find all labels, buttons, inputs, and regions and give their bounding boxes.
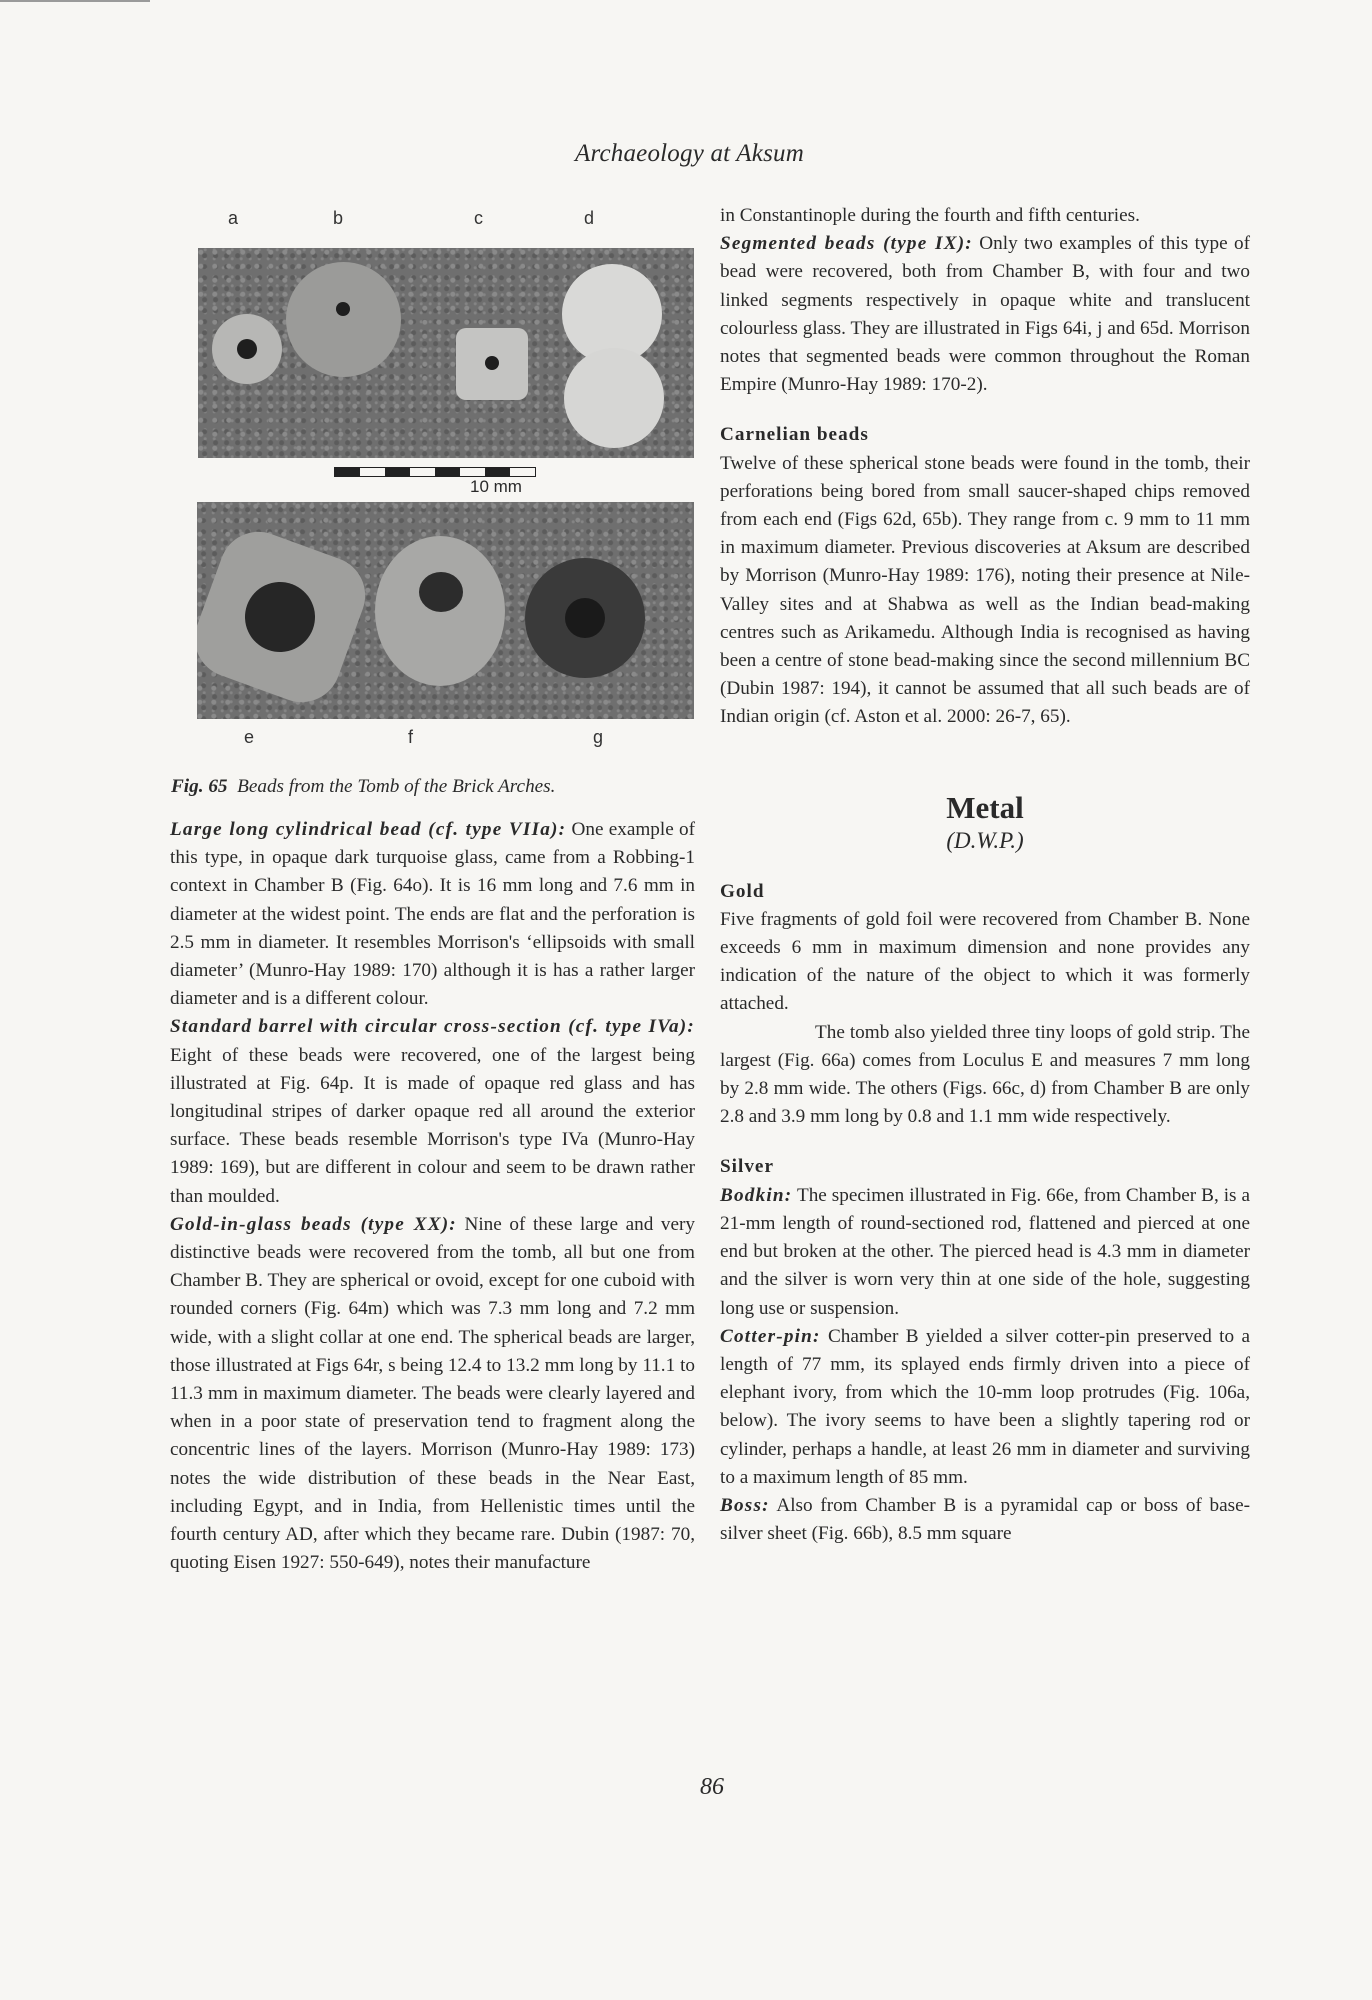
paragraph-label: Segmented beads (type IX): (720, 233, 973, 255)
bead-b (286, 262, 401, 377)
paragraph-gold-foil: Five fragments of gold foil were recovered from Chamber B. None exceeds 6 mm in maximum dimension and none provides any indication of the nature of the object to which it was formerly attached. (720, 908, 1250, 1015)
paragraph-label: Cotter-pin: (720, 1325, 821, 1347)
paragraph-standard-barrel (170, 1013, 695, 1210)
paragraph-gold-in-glass (170, 1211, 695, 1578)
fig-label-e: e (244, 727, 255, 747)
paragraph-segmented-beads (720, 230, 1250, 399)
figure-caption (171, 776, 555, 798)
bead-d-lower (564, 348, 664, 448)
bead-f (375, 536, 505, 686)
scale-label: 10 mm (470, 477, 522, 496)
bead-g (525, 558, 645, 678)
figure-caption-text: Beads from the Tomb of the Brick Arches. (237, 776, 556, 797)
paragraph-text: One example of this type, in opaque dark turquoise glass, came from a Robbing-1 context in Chamber B (Fig. 64o). It is 16 mm long and 7.6 mm in diameter at the widest point. The ends are flat and the perforation is 2.5 mm in diameter. It resembles Morrison's ‘ellipsoids with small diameter’ (Munro-Hay 1989: 170) although it is has a rather larger diameter and is a different colour. (170, 819, 695, 1010)
fig-label-b: b (333, 208, 344, 228)
paragraph-label: Boss: (720, 1494, 770, 1516)
bead-photo-top (198, 248, 694, 458)
figure-number: Fig. 65 (171, 776, 228, 797)
running-head: Archaeology at Aksum (575, 140, 804, 167)
paragraph-carnelian: Twelve of these spherical stone beads were found in the tomb, their perforations being bored from small saucer-shaped chips removed from each end (Figs 62d, 65b). They range from c. 9 mm to 11 mm in maximum diameter. Previous discoveries at Aksum are described by Morrison (Munro-Hay 1989: 176), noting their presence at Nile-Valley sites and at Shabwa as well as the Indian bead-making centres such as Arikamedu. Although India is recognised as having been a centre of stone bead-making since the second millennium BC (Dubin 1987: 194), it cannot be assumed that all such beads are of Indian origin (cf. Aston et al. 2000: 26-7, 65). (720, 452, 1250, 728)
page-number: 86 (700, 1774, 724, 1800)
section-author: (D.W.P.) (946, 827, 1024, 853)
fig-label-a: a (228, 208, 239, 228)
paragraph-text: Only two examples of this type of bead were recovered, both from Chamber B, with four and two linked segments respectively in opaque white and translucent colourless glass. They are illustrated in Figs 64i, j and 65d. Morrison notes that segmented beads were common throughout the Roman Empire (Munro-Hay 1989: 170-2). (720, 233, 1250, 396)
bead-c (456, 328, 528, 400)
paragraph-label: Bodkin: (720, 1184, 793, 1206)
paragraph-text: Eight of these beads were recovered, one of the largest being illustrated at Fig. 64p. It is made of opaque red glass and has longitudinal stripes of darker opaque red all around the exterior surface. These beads resemble Morrison's type IVa (Munro-Hay 1989: 169), but are different in colour and seem to be drawn rather than moulded. (170, 1044, 695, 1207)
paragraph-large-cylindrical-bead (170, 816, 695, 1013)
scale-bar (334, 467, 536, 477)
scan-edge-line (0, 0, 150, 2)
paragraph-continuation: in Constantinople during the fourth and fifth centuries. (720, 205, 1140, 226)
paragraph-text: Chamber B yielded a silver cotter-pin preserved to a length of 77 mm, its splayed ends firmly driven into a piece of elephant ivory, from which the 10-mm loop protrudes (Fig. 106a, below). The ivory seems to have been a slightly tapering rod or cylinder, perhaps a handle, at least 26 mm in diameter and surviving to a maximum length of 85 mm. (720, 1325, 1250, 1488)
carnelian-heading: Carnelian beads (720, 424, 869, 446)
bead-photo-bottom (197, 502, 694, 719)
bead-e (197, 521, 376, 713)
paragraph-label: Large long cylindrical bead (cf. type VIIa): (170, 819, 567, 840)
paragraph-text: The specimen illustrated in Fig. 66e, from Chamber B, is a 21-mm length of round-sectioned rod, flattened and pierced at one end but broken at the other. The pierced head is 4.3 mm in diameter and the silver is worn very thin at one side of the hole, suggesting long use or suspension. (720, 1184, 1250, 1319)
section-title: Metal (946, 789, 1024, 825)
paragraph-label: Gold-in-glass beads (type XX): (170, 1213, 457, 1235)
paragraph-cotter-pin (720, 1323, 1250, 1492)
silver-heading: Silver (720, 1156, 774, 1178)
paragraph-boss (720, 1492, 1250, 1548)
left-column (170, 816, 695, 1577)
paragraph-text: Also from Chamber B is a pyramidal cap or boss of base-silver sheet (Fig. 66b), 8.5 mm square (720, 1494, 1250, 1545)
paragraph-bodkin (720, 1182, 1250, 1323)
fig-label-f: f (408, 727, 414, 747)
gold-heading: Gold (720, 880, 765, 902)
right-column (720, 202, 1250, 1548)
paragraph-text: Nine of these large and very distinctive beads were recovered from the tomb, all but one from Chamber B. They are spherical or ovoid, except for one cuboid with rounded corners (Fig. 64m) which was 7.3 mm long and 7.2 mm wide, with a slight collar at one end. The spherical beads are larger, those illustrated at Figs 64r, s being 12.4 to 13.2 mm long by 11.1 to 11.3 mm in maximum diameter. The beads were clearly layered and when in a poor state of preservation tend to fragment along the concentric lines of the layers. Morrison (Munro-Hay 1989: 173) notes the wide distribution of these beads in the Near East, including Egypt, and in India, from Hellenistic times until the fourth century AD, after which they became rare. Dubin (1987: 70, quoting Eisen 1927: 550-649), notes their manufacture (170, 1213, 695, 1574)
paragraph-gold-loops: The tomb also yielded three tiny loops of gold strip. The largest (Fig. 66a) comes from Loculus E and measures 7 mm long by 2.8 mm wide. The others (Figs. 66c, d) from Chamber B are only 2.8 and 3.9 mm long by 0.8 and 1.1 mm wide respectively. (720, 1021, 1250, 1128)
bead-a (212, 314, 282, 384)
fig-label-d: d (584, 208, 595, 228)
fig-label-g: g (593, 727, 604, 747)
fig-label-c: c (474, 208, 483, 228)
paragraph-label: Standard barrel with circular cross-section (cf. type IVa): (170, 1016, 695, 1038)
